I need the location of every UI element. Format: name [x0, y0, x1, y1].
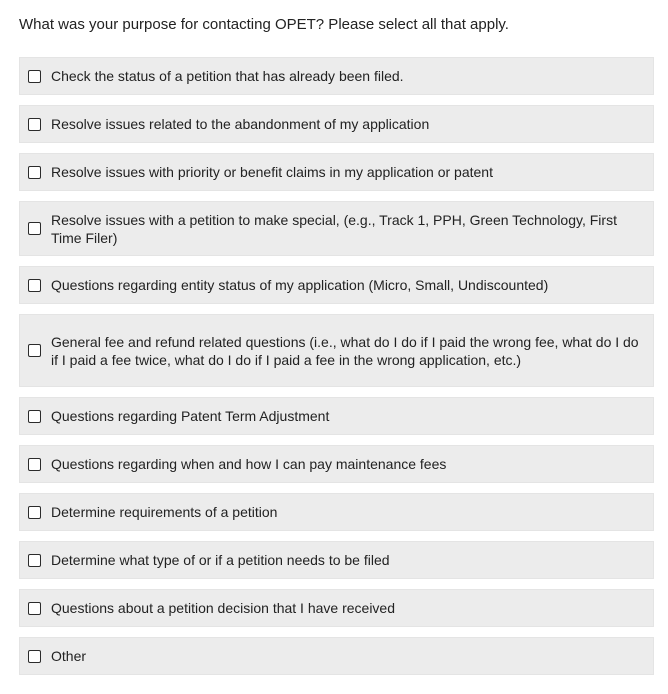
- option-petition-type[interactable]: [19, 541, 654, 579]
- option-priority-claims[interactable]: [19, 153, 654, 191]
- option-petition-decision[interactable]: [19, 589, 654, 627]
- checkbox[interactable]: [28, 506, 41, 519]
- checkbox[interactable]: [28, 222, 41, 235]
- option-label: Other: [51, 648, 87, 664]
- option-label: Questions about a petition decision that I have received: [51, 600, 395, 616]
- checkbox[interactable]: [28, 279, 41, 292]
- option-label: Determine requirements of a petition: [51, 504, 278, 520]
- option-maintenance-fees[interactable]: [19, 445, 654, 483]
- option-patent-term-adjustment[interactable]: [19, 397, 654, 435]
- option-other[interactable]: [19, 637, 654, 675]
- option-check-status[interactable]: [19, 57, 654, 95]
- checkbox[interactable]: [28, 166, 41, 179]
- option-label: Determine what type of or if a petition needs to be filed: [51, 552, 390, 568]
- option-petition-requirements[interactable]: [19, 493, 654, 531]
- option-entity-status[interactable]: [19, 266, 654, 304]
- option-make-special[interactable]: [19, 201, 654, 256]
- options-list: [19, 57, 654, 685]
- option-label: Questions regarding Patent Term Adjustment: [51, 408, 330, 424]
- option-label: Resolve issues related to the abandonment of my application: [51, 116, 430, 132]
- option-fee-refund[interactable]: [19, 314, 654, 387]
- option-label: Questions regarding when and how I can pay maintenance fees: [51, 456, 447, 472]
- checkbox[interactable]: [28, 554, 41, 567]
- option-label: Questions regarding entity status of my application (Micro, Small, Undiscounted): [51, 277, 549, 293]
- question-title: What was your purpose for contacting OPET? Please select all that apply.: [19, 16, 509, 33]
- checkbox[interactable]: [28, 344, 41, 357]
- checkbox[interactable]: [28, 118, 41, 131]
- checkbox[interactable]: [28, 602, 41, 615]
- option-label: Resolve issues with a petition to make special, (e.g., Track 1, PPH, Green Technology, First Time Filer): [51, 211, 617, 246]
- checkbox[interactable]: [28, 458, 41, 471]
- checkbox[interactable]: [28, 410, 41, 423]
- option-label: Resolve issues with priority or benefit claims in my application or patent: [51, 164, 493, 180]
- option-abandonment[interactable]: [19, 105, 654, 143]
- option-label: Check the status of a petition that has already been filed.: [51, 68, 404, 84]
- option-label: General fee and refund related questions (i.e., what do I do if I paid the wrong fee, what do I do if I paid a fee twice, what do I do if I paid a fee in the wrong application, etc.): [51, 333, 639, 368]
- checkbox[interactable]: [28, 650, 41, 663]
- checkbox[interactable]: [28, 70, 41, 83]
